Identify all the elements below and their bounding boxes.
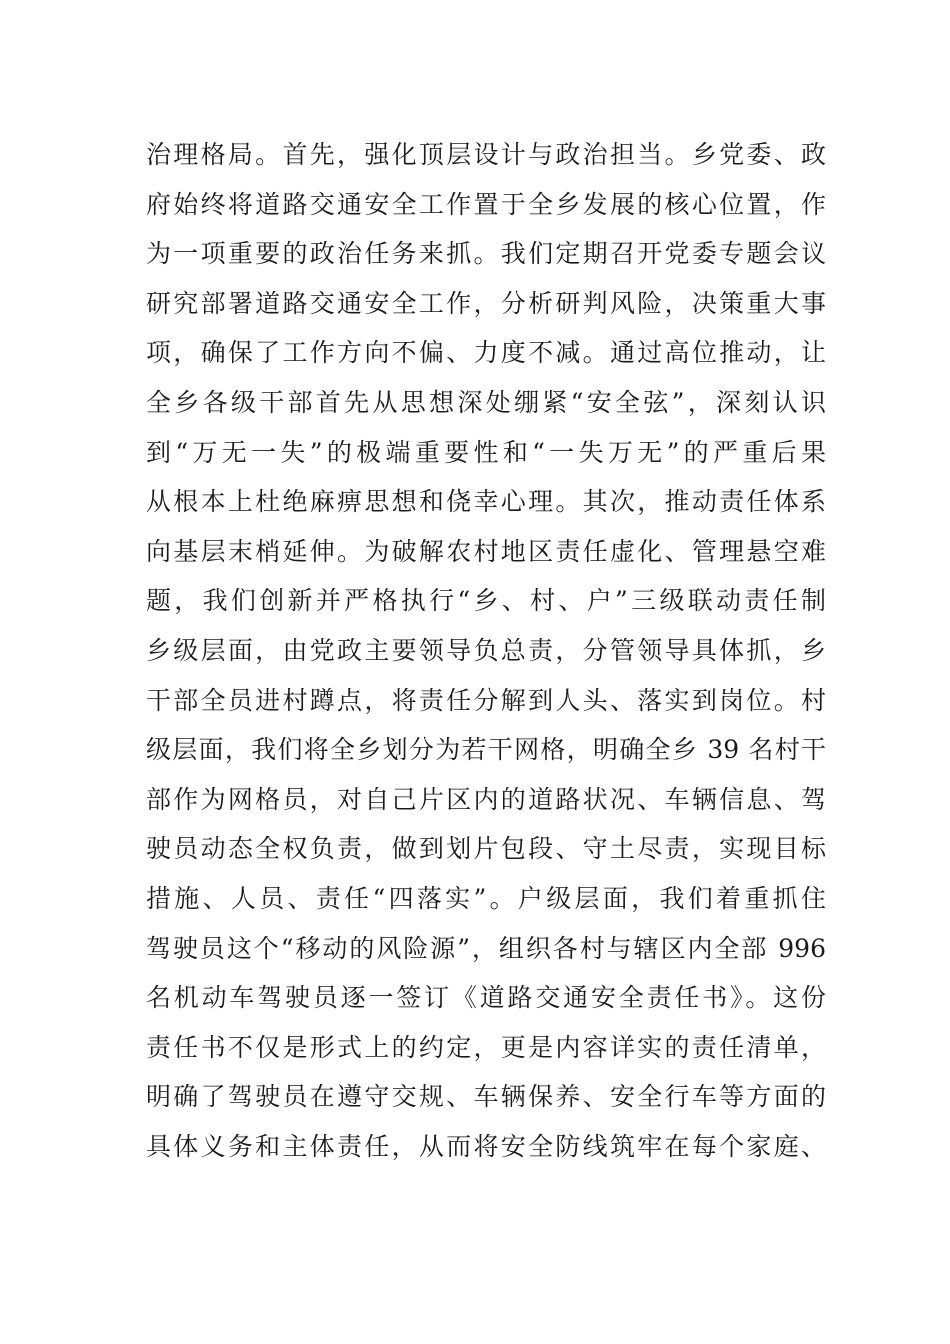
- text-line: 府始终将道路交通安全工作置于全乡发展的核心位置，作: [146, 189, 826, 219]
- text-line: 级层面，我们将全乡划分为若干网格，明确全乡 39 名村干: [146, 735, 826, 765]
- text-line: 措施、人员、责任“四落实”。户级层面，我们着重抓住: [146, 883, 826, 913]
- text-line: 项，确保了工作方向不偏、力度不减。通过高位推动，让: [146, 338, 826, 368]
- text-line: 到“万无一失”的极端重要性和“一失万无”的严重后果: [146, 437, 826, 467]
- text-line: 为一项重要的政治任务来抓。我们定期召开党委专题会议: [146, 239, 826, 269]
- text-line: 驶员动态全权负责，做到划片包段、守土尽责，实现目标: [146, 834, 826, 864]
- text-line: 明确了驾驶员在遵守交规、车辆保养、安全行车等方面的: [146, 1082, 826, 1112]
- text-line: 题，我们创新并严格执行“乡、村、户”三级联动责任制: [146, 586, 826, 616]
- text-line: 名机动车驾驶员逐一签订《道路交通安全责任书》。这份: [146, 983, 826, 1013]
- text-line: 全乡各级干部首先从思想深处绷紧“安全弦”，深刻认识: [146, 387, 826, 417]
- text-line: 向基层末梢延伸。为破解农村地区责任虚化、管理悬空难: [146, 536, 826, 566]
- text-line: 干部全员进村蹲点，将责任分解到人头、落实到岗位。村: [146, 685, 826, 715]
- text-line: 责任书不仅是形式上的约定，更是内容详实的责任清单，: [146, 1032, 826, 1062]
- text-line: 部作为网格员，对自己片区内的道路状况、车辆信息、驾: [146, 784, 826, 814]
- text-line: 乡级层面，由党政主要领导负总责，分管领导具体抓，乡: [146, 635, 826, 665]
- body-paragraph: [146, 130, 826, 1171]
- text-line: 治理格局。首先，强化顶层设计与政治担当。乡党委、政: [146, 140, 826, 169]
- text-line: 驾驶员这个“移动的风险源”，组织各村与辖区内全部 996: [146, 933, 826, 963]
- text-line: 从根本上杜绝麻痹思想和侥幸心理。其次，推动责任体系: [146, 487, 826, 517]
- text-line: 具体义务和主体责任，从而将安全防线筑牢在每个家庭、: [146, 1131, 826, 1161]
- text-line: 研究部署道路交通安全工作，分析研判风险，决策重大事: [146, 288, 826, 318]
